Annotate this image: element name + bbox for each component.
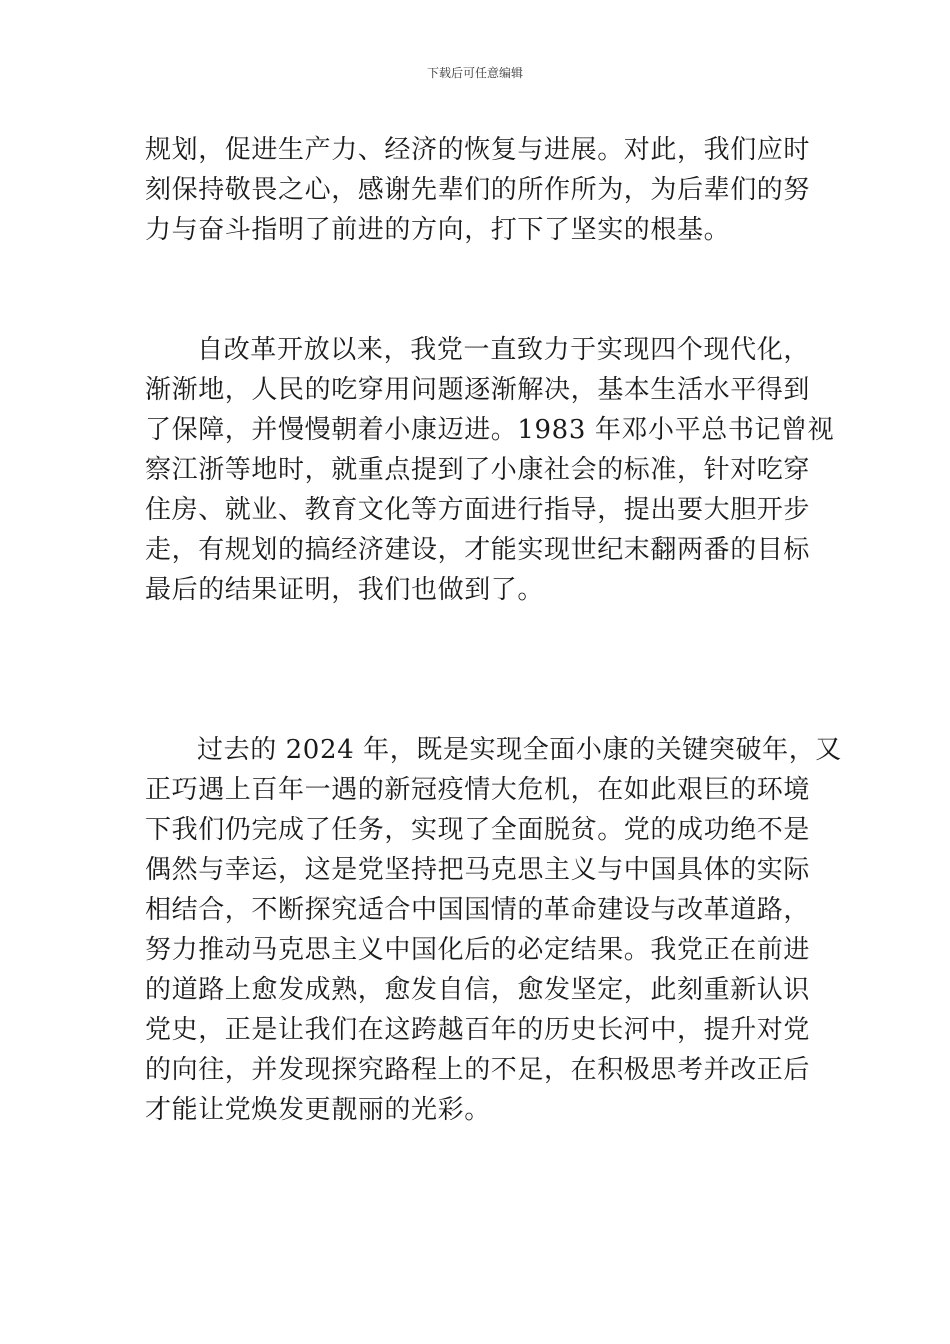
text-line: 正巧遇上百年一遇的新冠疫情大危机，在如此艰巨的环境 (145, 775, 811, 805)
text-line: 了保障，并慢慢朝着小康迈进。1983 年邓小平总书记曾视 (145, 415, 835, 445)
text-line: 察江浙等地时，就重点提到了小康社会的标准，针对吃穿 (145, 455, 811, 485)
text-line: 力与奋斗指明了前进的方向，打下了坚实的根基。 (145, 215, 731, 245)
text-line: 的道路上愈发成熟，愈发自信，愈发坚定，此刻重新认识 (145, 975, 811, 1005)
text-line: 住房、就业、教育文化等方面进行指导，提出要大胆开步 (145, 495, 811, 525)
paragraph-1 (145, 130, 810, 250)
page-header: 下载后可任意编辑 (426, 66, 523, 80)
text-line: 的向往，并发现探究路程上的不足，在积极思考并改正后 (145, 1055, 811, 1085)
text-line: 自改革开放以来，我党一直致力于实现四个现代化， (197, 335, 810, 365)
text-line: 才能让党焕发更靓丽的光彩。 (145, 1095, 491, 1125)
text-line: 过去的 2024 年，既是实现全面小康的关键突破年，又 (197, 735, 842, 765)
text-line: 渐渐地，人民的吃穿用问题逐渐解决，基本生活水平得到 (145, 375, 811, 405)
paragraph-2 (145, 330, 835, 610)
text-line: 偶然与幸运，这是党坚持把马克思主义与中国具体的实际 (145, 855, 811, 885)
text-line: 最后的结果证明，我们也做到了。 (145, 575, 545, 605)
text-line: 党史，正是让我们在这跨越百年的历史长河中，提升对党 (145, 1015, 811, 1045)
text-line: 努力推动马克思主义中国化后的必定结果。我党正在前进 (145, 935, 811, 965)
paragraph-3 (145, 730, 842, 1130)
text-line: 刻保持敬畏之心，感谢先辈们的所作所为，为后辈们的努 (145, 175, 811, 205)
text-line: 相结合，不断探究适合中国国情的革命建设与改革道路， (145, 895, 811, 925)
text-line: 下我们仍完成了任务，实现了全面脱贫。党的成功绝不是 (145, 815, 811, 845)
text-line: 规划，促进生产力、经济的恢复与进展。对此，我们应时 (145, 135, 811, 165)
text-line: 走，有规划的搞经济建设，才能实现世纪末翻两番的目标 (145, 535, 811, 565)
